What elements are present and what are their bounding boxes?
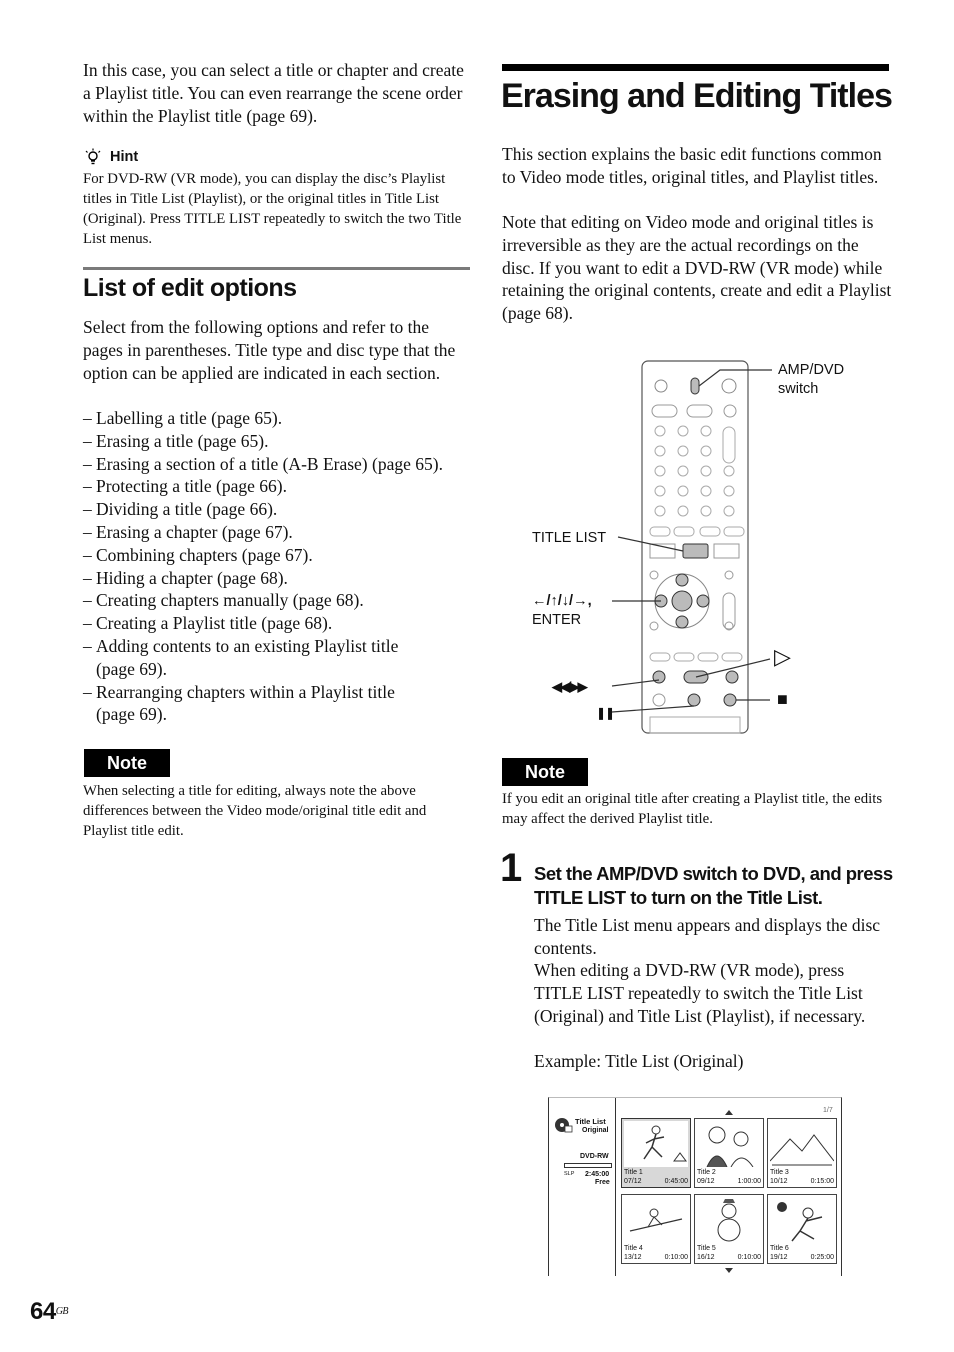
intro-paragraph-right: This section explains the basic edit functions common to Video mode titles, original titles, and Playlist titles. [502,144,882,187]
title-date: 07/12 [624,1178,642,1185]
title-length: 0:15:00 [810,1178,834,1185]
note-text-left: When selecting a title for editing, always note the above differences between the Video mode/original title edit and Playlist title edit. [83,783,427,839]
lightbulb-icon [84,148,102,166]
list-item: – Creating a Playlist title (page 68). [83,612,475,635]
hint-heading [84,148,138,166]
section-rule [83,267,470,270]
page-title: Erasing and Editing Titles [501,77,892,115]
play-label: ▷ [774,644,791,669]
tennis-image [770,1197,834,1243]
enter-label: ENTER [532,612,582,628]
skier-image [624,1197,688,1243]
list-item: – Dividing a title (page 66). [83,498,475,521]
title-length: 1:00:00 [737,1178,761,1185]
step-para-1: The Title List menu appears and displays the disc contents. [534,915,881,958]
title-rule [502,64,889,71]
title-name: Title 4 [624,1245,643,1252]
title-name: Title 1 [624,1169,643,1176]
step-heading: Set the AMP/DVD switch to DVD, and press TITLE LIST to turn on the Title List. [534,863,893,908]
title-name: Title 6 [770,1245,789,1252]
list-item: – Erasing a section of a title (A-B Erase) (page 65). [83,453,475,476]
list-item: – Creating chapters manually (page 68). [83,589,475,612]
list-item: – Erasing a title (page 65). [83,430,475,453]
section-heading: List of edit options [83,274,297,302]
note-label-left: Note [84,749,170,777]
pause-label: ❚❚ [596,706,615,720]
page-indicator: 1/7 [823,1107,833,1114]
free-label: Free [595,1179,610,1186]
note-label-right: Note [502,758,588,786]
title-name: Title 5 [697,1245,716,1252]
title-thumbnail[interactable] [767,1118,837,1188]
title-name: Title 3 [770,1169,789,1176]
note-text-right: If you edit an original title after creating a Playlist title, the edits may affect the derived Playlist title. [502,791,883,827]
title-name: Title 2 [697,1169,716,1176]
title-date: 16/12 [697,1254,715,1261]
page-number [30,1298,68,1326]
hint-label: Hint [110,149,139,165]
list-item: – Hiding a chapter (page 68). [83,567,475,590]
intro-paragraph: In this case, you can select a title or chapter and create a Playlist title. You can even rearrange the scene order within the Playlist title (page 69). [83,60,464,126]
list-item: – Erasing a chapter (page 67). [83,521,475,544]
page-number-suffix: GB [55,1306,69,1317]
section-intro: Select from the following options and refer to the pages in parentheses. Title type and disc type that the option can be applied are indicated in each section. [83,317,456,383]
arrow-keys-label: ←/↑/↓/→, [532,593,592,609]
amp-dvd-label: AMP/DVD [778,362,845,378]
list-item: – Adding contents to an existing Playlist title (page 69). [83,635,475,681]
title-date: 19/12 [770,1254,788,1261]
list-item: – Combining chapters (page 67). [83,544,475,567]
title-thumbnail[interactable] [621,1118,691,1188]
snowman-image [697,1197,761,1243]
title-date: 10/12 [770,1178,788,1185]
title-thumbnail[interactable] [694,1118,764,1188]
title-list-label: TITLE LIST [532,530,607,546]
caution-paragraph: Note that editing on Video mode and original titles is irreversible as they are the actual recordings on the disc. If you want to edit a DVD-RW (VR mode) while retaining the original contents, create and edit a Playlist (page 68). [502,212,892,324]
step-para-2: When editing a DVD-RW (VR mode), press TITLE LIST repeatedly to switch the Title List (Original) and Title List (Playlist), if necessary. [534,960,866,1026]
portrait-image [697,1121,761,1167]
switch-label: switch [778,381,819,397]
remaining-time: 2:45:00 [585,1171,610,1178]
screen-sidebar [549,1098,616,1276]
list-item: – Protecting a title (page 66). [83,475,475,498]
step-para-3: Example: Title List (Original) [534,1051,744,1071]
hint-text: For DVD-RW (VR mode), you can display the disc’s Playlist titles in Title List (Playlist), or the original titles in Title List (Original). Press TITLE LIST repeatedly to switch the two Title List menus. [83,171,462,247]
page-number-value: 64 [30,1298,56,1325]
title-thumbnail[interactable] [694,1194,764,1264]
title-length: 0:45:00 [664,1178,688,1185]
scroll-down-icon [725,1268,733,1273]
title-date: 09/12 [697,1178,715,1185]
disc-icon [555,1117,573,1133]
mountain-image [770,1121,834,1167]
step-number: 1 [500,846,522,890]
list-item: – Labelling a title (page 65). [83,407,475,430]
title-thumbnail[interactable] [621,1194,691,1264]
rew-ff-label: ◀◀/▶▶ [552,679,586,694]
record-mode: SLP [564,1171,575,1177]
title-date: 13/12 [624,1254,642,1261]
scroll-up-icon [725,1110,733,1115]
capacity-bar [564,1163,612,1168]
edit-options-list [83,407,475,726]
menu-subtitle: Original [582,1127,609,1134]
stop-label: ■ [777,689,788,709]
title-thumbnail[interactable] [767,1194,837,1264]
title-length: 0:10:00 [664,1254,688,1261]
menu-title: Title List [575,1117,606,1126]
disc-type: DVD-RW [580,1153,609,1160]
title-list-screen [548,1097,842,1276]
list-item: – Rearranging chapters within a Playlist title (page 69). [83,681,475,727]
runner-image [624,1121,688,1167]
title-length: 0:25:00 [810,1254,834,1261]
title-length: 0:10:00 [737,1254,761,1261]
